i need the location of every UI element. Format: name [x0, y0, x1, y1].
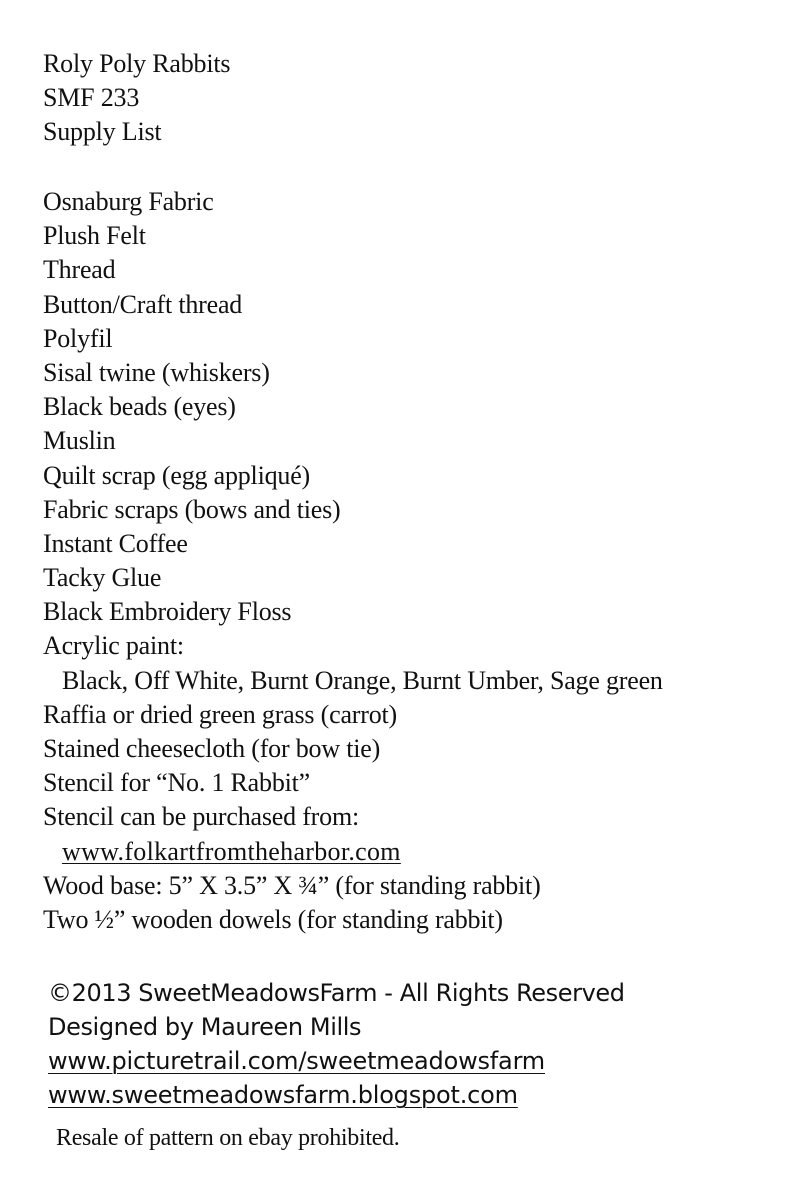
- paint-colors-item: Black, Off White, Burnt Orange, Burnt Umber, Sage green: [62, 665, 663, 695]
- document-footer: [48, 976, 625, 1112]
- list-item: Button/Craft thread: [43, 289, 243, 319]
- supply-list: [43, 185, 663, 937]
- stencil-vendor-link[interactable]: www.folkartfromtheharbor.com: [62, 836, 401, 866]
- list-item: Polyfil: [43, 323, 113, 353]
- resale-notice: Resale of pattern on ebay prohibited.: [56, 1125, 400, 1151]
- list-item: Stencil for “No. 1 Rabbit”: [43, 768, 311, 798]
- picturetrail-link-row: [48, 1044, 625, 1078]
- list-item: Thread: [43, 255, 116, 285]
- blog-link[interactable]: www.sweetmeadowsfarm.blogspot.com: [48, 1081, 518, 1109]
- list-item: Tacky Glue: [43, 563, 162, 593]
- list-item: Muslin: [43, 426, 116, 456]
- list-item: Wood base: 5” X 3.5” X ¾” (for standing rabbit): [43, 870, 541, 900]
- list-item: Stained cheesecloth (for bow tie): [43, 734, 381, 763]
- list-item: Quilt scrap (egg appliqué): [43, 460, 310, 490]
- stencil-link-row: [43, 835, 663, 869]
- pattern-code: SMF 233: [43, 83, 140, 113]
- blog-link-row: [48, 1078, 625, 1112]
- pattern-title: Roly Poly Rabbits: [43, 49, 231, 78]
- list-item: Two ½” wooden dowels (for standing rabbit): [43, 904, 503, 934]
- supply-list-heading: Supply List: [43, 117, 162, 147]
- list-item: Acrylic paint:: [43, 631, 184, 661]
- list-item: Raffia or dried green grass (carrot): [43, 699, 397, 729]
- copyright-notice: ©2013 SweetMeadowsFarm - All Rights Reserved: [48, 979, 625, 1007]
- picturetrail-link[interactable]: www.picturetrail.com/sweetmeadowsfarm: [48, 1047, 545, 1075]
- list-item: Black Embroidery Floss: [43, 597, 292, 627]
- list-item: Stencil can be purchased from:: [43, 802, 359, 832]
- list-item: Osnaburg Fabric: [43, 187, 214, 216]
- list-item: Instant Coffee: [43, 528, 188, 558]
- list-item: Sisal twine (whiskers): [43, 357, 270, 387]
- list-item: Fabric scraps (bows and ties): [43, 494, 341, 524]
- designer-credit: Designed by Maureen Mills: [48, 1013, 362, 1041]
- document-header: [43, 47, 230, 150]
- list-item: Black beads (eyes): [43, 392, 236, 422]
- list-item: Plush Felt: [43, 221, 146, 251]
